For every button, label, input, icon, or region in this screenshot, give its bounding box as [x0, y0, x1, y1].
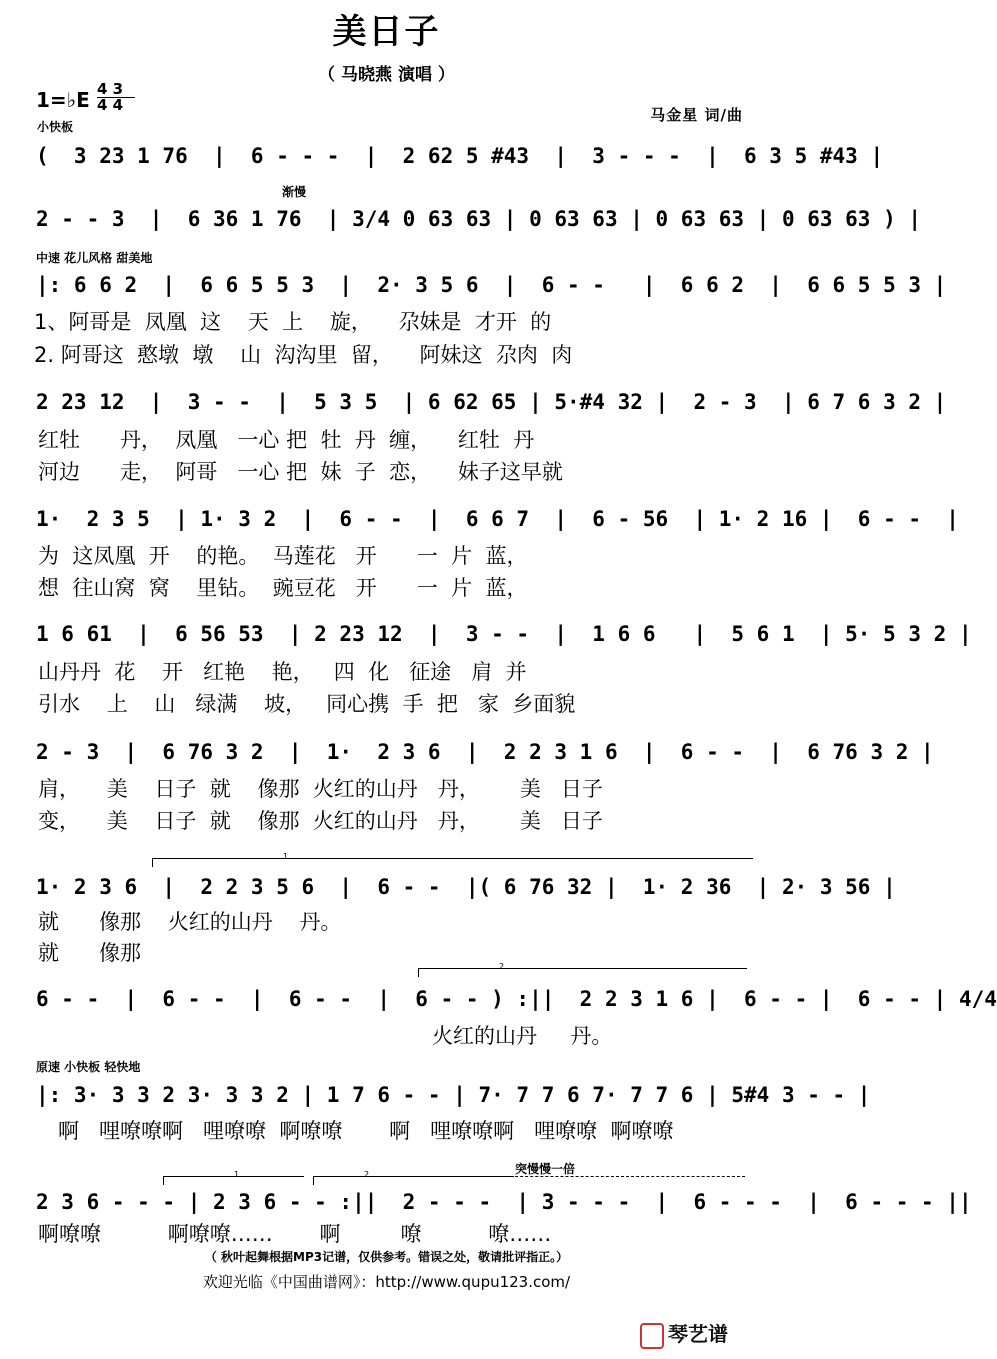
- section1-tempo: 中速 花儿风格 甜美地: [36, 251, 153, 265]
- lyric-line: 山丹丹 花 开 红艳 艳， 四 化 征途 肩 并: [38, 660, 527, 684]
- lyric-line: 肩， 美 日子 就 像那 火红的山丹 丹， 美 日子: [38, 777, 603, 801]
- notation-line: |: 3· 3 3 2 3· 3 3 2 | 1 7 6 - - | 7· 7 7 6 7· 7 7 6 | 5#4 3 - - |: [36, 1083, 871, 1107]
- lyric-line: 变， 美 日子 就 像那 火红的山丹 丹， 美 日子: [38, 809, 603, 833]
- notation-line: 2 3 6 - - - | 2 3 6 - - :|| 2 - - - | 3 - - - | 6 - - - | 6 - - - ||: [36, 1190, 972, 1214]
- transcription-note: （ 秋叶起舞根据MP3记谱，仅供参考。错误之处，敬请批评指正。）: [204, 1250, 569, 1264]
- site-logo: [640, 1318, 728, 1349]
- notation-line: 2 - - 3 | 6 36 1 76 | 3/4 0 63 63 | 0 63 63 | 0 63 63 | 0 63 63 ) |: [36, 207, 922, 231]
- singer-credit: （ 马晓燕 演唱 ）: [318, 65, 455, 85]
- lyric-line: 为 这凤凰 开 的艳。 马莲花 开 一 片 蓝，: [38, 544, 528, 568]
- volta-number: 1: [234, 1170, 240, 1179]
- lyric-line: 红牡 丹， 凤凰 一心 把 牡 丹 缠， 红牡 丹: [38, 428, 535, 452]
- volta-number: 2: [499, 962, 505, 971]
- key-signature: 1=♭E: [36, 88, 90, 112]
- volta-bracket-end-2: [313, 1170, 514, 1185]
- lyric-line: 1、阿哥是 凤凰 这 天 上 旋， 尕妹是 才开 的: [34, 310, 552, 334]
- volta-bracket-2: [418, 962, 747, 977]
- notation-line: |: 6 6 2 | 6 6 5 5 3 | 2· 3 5 6 | 6 - - | 6 6 2 | 6 6 5 5 3 |: [36, 273, 947, 297]
- lyric-line: 就 像那: [38, 941, 142, 965]
- tempo-intro: 小快板: [37, 120, 74, 134]
- lyric-line: 想 往山窝 窝 里钻。 豌豆花 开 一 片 蓝，: [38, 576, 528, 600]
- lyric-line: 啊嘹嘹 啊嘹嘹…… 啊 嘹 嘹……: [38, 1222, 552, 1246]
- meter-bottom: 4 4: [97, 96, 124, 114]
- notation-line: 2 23 12 | 3 - - | 5 3 5 | 6 62 65 | 5·#4 32 | 2 - 3 | 6 7 6 3 2 |: [36, 390, 947, 414]
- notation-line: 6 - - | 6 - - | 6 - - | 6 - - ) :|| 2 2 3 1 6 | 6 - - | 6 - - | 4/4: [36, 987, 997, 1011]
- lyric-line: 2. 阿哥这 憨墩 墩 山 沟沟里 留， 阿妹这 尕肉 肉: [34, 343, 573, 367]
- lyric-line: 河边 走， 阿哥 一心 把 妹 子 恋， 妹子这早就: [38, 460, 563, 484]
- website-welcome: 欢迎光临《中国曲谱网》：http://www.qupu123.com/: [202, 1273, 571, 1291]
- lyric-line: 啊 哩嘹嘹啊 哩嘹嘹 啊嘹嘹 啊 哩嘹嘹啊 哩嘹嘹 啊嘹嘹: [58, 1119, 674, 1143]
- volta-bracket-end-1: [163, 1170, 304, 1185]
- notation-line: 1· 2 3 6 | 2 2 3 5 6 | 6 - - |( 6 76 32 | 1· 2 36 | 2· 3 56 |: [36, 875, 896, 899]
- tempo-slow-mark: 渐慢: [282, 185, 307, 199]
- notation-line: 1 6 61 | 6 56 53 | 2 23 12 | 3 - - | 1 6 6 | 5 6 1 | 5· 5 3 2 |: [36, 622, 972, 646]
- lyric-line: 引水 上 山 绿满 坡， 同心携 手 把 家 乡面貌: [38, 692, 576, 716]
- volta-number: 2: [364, 1170, 370, 1179]
- time-signature: [97, 80, 135, 114]
- notation-line: ( 3 23 1 76 | 6 - - - | 2 62 5 #43 | 3 - - - | 6 3 5 #43 |: [36, 144, 884, 168]
- notation-line: 2 - 3 | 6 76 3 2 | 1· 2 3 6 | 2 2 3 1 6 | 6 - - | 6 76 3 2 |: [36, 740, 934, 764]
- lyric-line: 就 像那 火红的山丹 丹。: [38, 910, 342, 934]
- song-title: 美日子: [332, 12, 441, 52]
- ritardando-line: [505, 1176, 745, 1177]
- composer-credit: 马金星 词/曲: [650, 106, 743, 124]
- volta-bracket-1: [152, 852, 753, 867]
- ending-tempo-mark: 突慢慢一倍: [515, 1162, 576, 1176]
- notation-line: 1· 2 3 5 | 1· 3 2 | 6 - - | 6 6 7 | 6 - 56 | 1· 2 16 | 6 - - |: [36, 507, 959, 531]
- meter-top: 4 3: [97, 80, 124, 98]
- logo-text: 琴艺谱: [668, 1322, 728, 1346]
- logo-icon: [640, 1323, 664, 1349]
- section2-tempo: 原速 小快板 轻快地: [36, 1060, 141, 1074]
- lyric-line: 火红的山丹 丹。: [432, 1024, 613, 1048]
- volta-number: 1: [283, 852, 289, 861]
